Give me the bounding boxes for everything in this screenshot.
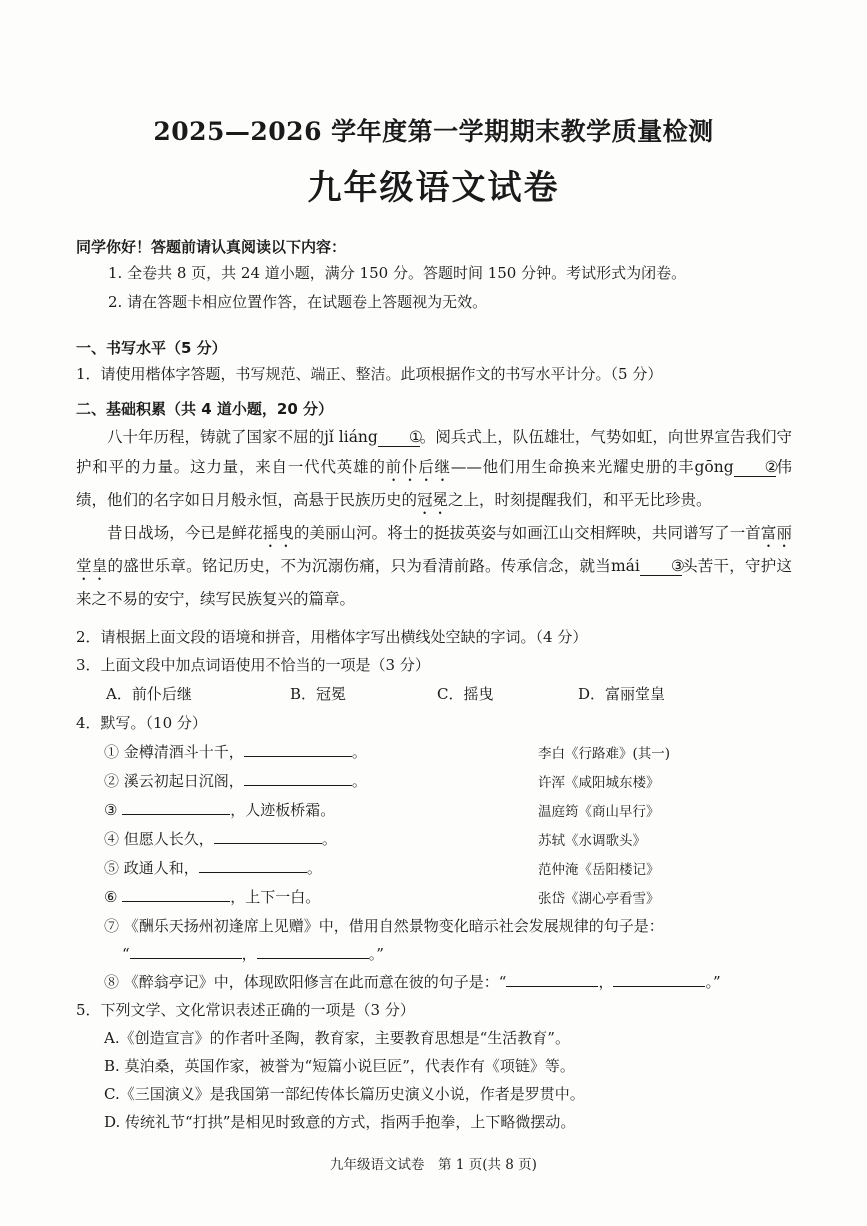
option-d: D. 传统礼节“打拱”是相见时致意的方式，指两手抱拳，上下略微摆动。 xyxy=(104,1113,576,1131)
option-b: B. 莫泊桑，英国作家，被誉为“短篇小说巨匠”，代表作有《项链》等。 xyxy=(104,1057,575,1075)
source-citation: 李白《行路难》(其一) xyxy=(538,746,671,762)
source-citation: 范仲淹《岳阳楼记》 xyxy=(538,862,660,878)
recite-item-7-answer xyxy=(122,943,384,964)
recite-item xyxy=(104,799,335,820)
item-number: ② xyxy=(104,772,120,790)
item-number: ④ xyxy=(104,830,120,848)
notice-item: 1. 全卷共 8 页，共 24 道小题，满分 150 分。答题时间 150 分钟。考试形式为闭卷。 xyxy=(108,264,687,282)
item-number: ⑥ xyxy=(104,888,118,906)
quote-mark: 。” xyxy=(368,945,384,963)
recite-item-7: ⑦ 《酬乐天扬州初逢席上见赠》中，借用自然景物变化暗示社会发展规律的句子是： xyxy=(104,917,664,935)
recite-item xyxy=(104,828,337,849)
dotted-word: 富丽堂皇 xyxy=(76,524,792,575)
passage-text: 伟绩，他们的名字如日月般永恒，高悬于民族历史的 xyxy=(76,458,792,509)
passage-paragraph xyxy=(76,422,792,518)
recite-item xyxy=(104,741,367,762)
recite-text: ，上下一白。 xyxy=(230,888,321,906)
question-4: 4．默写。（10 分） xyxy=(76,714,207,732)
question-2: 2．请根据上面文段的语境和拼音，用楷体字写出横线处空缺的字词。（4 分） xyxy=(76,628,588,646)
dotted-word: 前仆后继 xyxy=(385,458,451,476)
recite-text: ， xyxy=(241,945,257,963)
question-3: 3．上面文段中加点词语使用不恰当的一项是（3 分） xyxy=(76,656,430,674)
option-b: B．冠冕 xyxy=(290,685,347,703)
source-citation: 温庭筠《商山早行》 xyxy=(538,804,660,820)
option-c: C.《三国演义》是我国第一部纪传体长篇历史演义小说，作者是罗贯中。 xyxy=(104,1085,585,1103)
passage-text: 八十年历程，铸就了国家不屈的 xyxy=(107,428,325,446)
source-citation: 张岱《湖心亭看雪》 xyxy=(538,891,660,907)
page-footer: 九年级语文试卷 第 1 页(共 8 页) xyxy=(330,1157,537,1173)
recite-text: 。 xyxy=(306,859,322,877)
passage-text: 的盛世乐章。铭记历史，不为沉溺伤痛，只为看清前路。传承信念，就当 xyxy=(107,557,611,575)
exam-subtitle: 九年级语文试卷 xyxy=(307,168,560,208)
notice-item: 2. 请在答题卡相应位置作答，在试题卷上答题视为无效。 xyxy=(108,293,488,311)
dotted-word: 冠冕 xyxy=(417,491,449,509)
recite-text: 。 xyxy=(321,830,337,848)
answer-line[interactable] xyxy=(257,944,369,959)
pinyin: jǐ liáng xyxy=(324,428,378,446)
fill-blank[interactable]: ③ xyxy=(640,557,682,576)
pinyin: mái xyxy=(610,557,640,575)
pinyin: gōng xyxy=(694,458,734,476)
answer-line[interactable] xyxy=(214,829,322,844)
recite-text: 政通人和， xyxy=(123,859,199,877)
option-a: A.《创造宣言》的作者叶圣陶，教育家，主要教育思想是“生活教育”。 xyxy=(104,1029,570,1047)
recite-item xyxy=(104,857,322,878)
answer-line[interactable] xyxy=(613,972,705,987)
answer-line[interactable] xyxy=(244,742,352,757)
recite-text: 金樽清酒斗十千， xyxy=(123,743,244,761)
answer-line[interactable] xyxy=(199,858,307,873)
section-heading: 一、书写水平（5 分） xyxy=(76,339,227,357)
item-number: ⑤ xyxy=(104,859,120,877)
recite-text: 但愿人长久， xyxy=(123,830,214,848)
recite-text: 。 xyxy=(351,743,367,761)
passage-text: 的美丽山河。将士的挺拔英姿与如画江山交相辉映，共同谱写了一首 xyxy=(293,524,761,542)
recite-item xyxy=(104,770,367,791)
answer-line[interactable] xyxy=(244,771,352,786)
fill-blank[interactable]: ② xyxy=(734,458,776,477)
source-citation: 许浑《咸阳城东楼》 xyxy=(538,775,660,791)
passage-text: 。阅兵式上，队伍雄壮，气势如虹，向世界宣告我们守护和平的力量。这力量，来自一代代英雄的 xyxy=(76,428,792,476)
passage-paragraph xyxy=(76,518,792,614)
recite-item-8 xyxy=(104,971,721,992)
dotted-word: 摇曳 xyxy=(262,524,294,542)
notice-heading: 同学你好！答题前请认真阅读以下内容： xyxy=(76,238,347,256)
question-5: 5．下列文学、文化常识表述正确的一项是（3 分） xyxy=(76,1001,415,1019)
exam-title: 2025—2026 学年度第一学期期末教学质量检测 xyxy=(153,117,714,146)
recite-text: ， xyxy=(598,973,614,991)
fill-blank[interactable]: ① xyxy=(378,428,420,447)
passage-text: 之上，时刻提醒我们，和平无比珍贵。 xyxy=(448,491,712,509)
question-1: 1．请使用楷体字答题，书写规范、端正、整洁。此项根据作文的书写水平计分。（5 分） xyxy=(76,365,663,383)
answer-line[interactable] xyxy=(130,944,242,959)
item-number: ③ xyxy=(104,801,118,819)
recite-text: 。 xyxy=(351,772,367,790)
recite-text: 溪云初起日沉阁， xyxy=(123,772,244,790)
item-number: ① xyxy=(104,743,120,761)
passage-text: 头苦干，守护这来之不易的安宁，续写民族复兴的篇章。 xyxy=(76,557,792,608)
section-heading: 二、基础积累（共 4 道小题，20 分） xyxy=(76,400,333,418)
answer-line[interactable] xyxy=(506,972,598,987)
option-c: C．摇曳 xyxy=(437,685,494,703)
option-d: D．富丽堂皇 xyxy=(578,685,666,703)
quote-mark: “ xyxy=(122,945,130,963)
recite-text: ⑧ 《醉翁亭记》中，体现欧阳修言在此而意在彼的句子是：“ xyxy=(104,973,507,991)
passage-text: 昔日战场，今已是鲜花 xyxy=(107,524,263,542)
recite-item xyxy=(104,886,320,907)
recite-text: ，人迹板桥霜。 xyxy=(230,801,336,819)
reading-passage xyxy=(76,422,792,614)
passage-text: ——他们用生命换来光耀史册的丰 xyxy=(450,458,695,476)
source-citation: 苏轼《水调歌头》 xyxy=(538,833,646,849)
answer-line[interactable] xyxy=(122,887,230,902)
option-a: A．前仆后继 xyxy=(106,685,192,703)
answer-line[interactable] xyxy=(122,800,230,815)
quote-mark: 。” xyxy=(705,973,721,991)
